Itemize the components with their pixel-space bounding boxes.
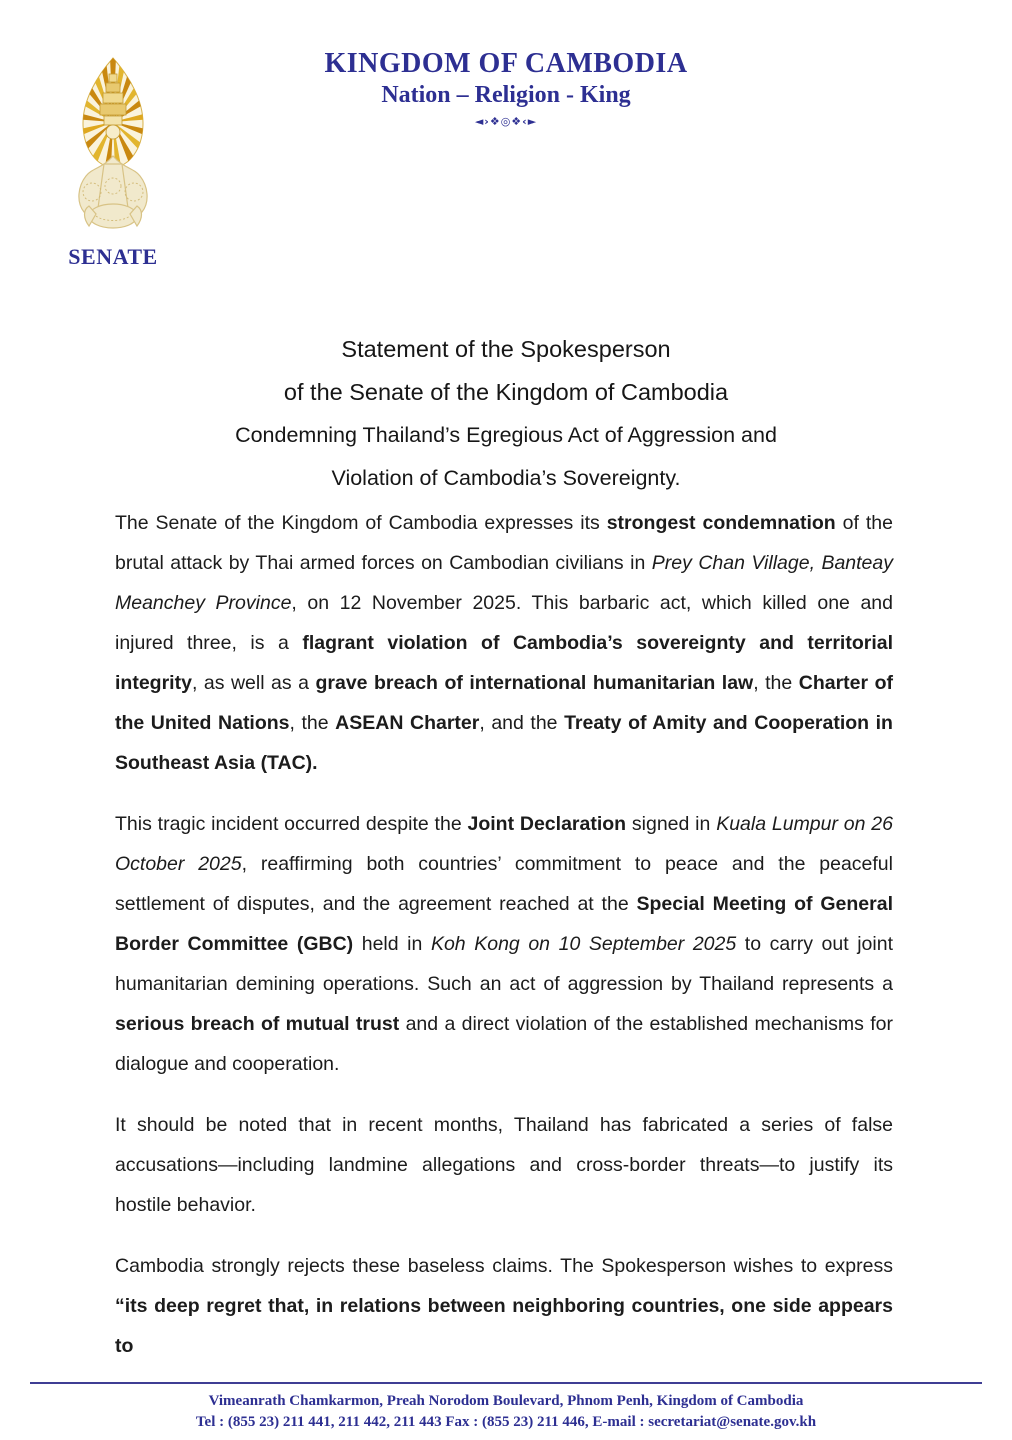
text-run: strongest condemnation [606, 512, 836, 534]
text-run: , on 12 November 2025. This barbaric act, which killed one and injured three, is a [115, 592, 893, 654]
text-run: signed in [626, 813, 717, 835]
paragraph-2 [115, 804, 893, 1084]
letterhead [0, 48, 1012, 130]
text-run: , as well as a [191, 672, 316, 694]
paragraph-4 [115, 1246, 893, 1366]
text-run: This tragic incident occurred despite the [115, 813, 468, 835]
text-run: flagrant violation of Cambodia’s sovereignty and territorial integrity [115, 632, 893, 694]
footer-address: Vimeanrath Chamkarmon, Preah Norodom Boulevard, Phnom Penh, Kingdom of Cambodia [208, 1393, 804, 1409]
text-run: Prey Chan Village, Banteay Meanchey Province [115, 552, 893, 614]
text-run: held in [353, 933, 431, 955]
document-title [0, 328, 1012, 500]
footer-contact: Tel : (855 23) 211 441, 211 442, 211 443 Fax : (855 23) 211 446, E-mail : secretariat@senate.gov.kh [195, 1414, 817, 1430]
text-run: , the [289, 712, 336, 734]
ornamental-divider-icon: ◄›❖◎❖‹► [474, 115, 538, 128]
text-run: , and the [479, 712, 565, 734]
text-run: serious breach of mutual trust [115, 1013, 400, 1035]
title-line-4: Violation of Cambodia’s Sovereignty. [331, 466, 681, 490]
text-run: Treaty of Amity and Cooperation in Southeast Asia (TAC). [115, 712, 893, 774]
title-line-2: of the Senate of the Kingdom of Cambodia [283, 379, 729, 405]
text-run: The Senate of the Kingdom of Cambodia expresses its [115, 512, 607, 534]
paragraph-3 [115, 1105, 893, 1225]
text-run: , reaffirming both countries’ commitment to peace and the peaceful settlement of disputes, and the agreement reached at the [115, 853, 893, 915]
title-line-3: Condemning Thailand’s Egregious Act of Aggression and [235, 423, 777, 447]
text-run: , the [753, 672, 799, 694]
text-run: Charter of the United Nations [115, 672, 893, 734]
text-run: Koh Kong on 10 September 2025 [430, 933, 737, 955]
text-run: Joint Declaration [467, 813, 627, 835]
senate-label: SENATE [68, 244, 158, 269]
paragraph-1 [115, 503, 893, 783]
title-line-1: Statement of the Spokesperson [341, 336, 671, 362]
text-run: It should be noted that in recent months, Thailand has fabricated a series of false accusations—including landmine allegations and cross-border threats—to justify its hostile behavior. [115, 1114, 893, 1216]
kingdom-title: KINGDOM OF CAMBODIA [324, 48, 688, 79]
text-run: of the brutal attack by Thai armed forces on Cambodian civilians in [115, 512, 893, 574]
footer [30, 1382, 982, 1433]
text-run: grave breach of international humanitarian law [315, 672, 754, 694]
national-motto: Nation – Religion - King [381, 82, 631, 108]
text-run: ASEAN Charter [335, 712, 480, 734]
text-run: to carry out joint humanitarian demining operations. Such an act of aggression by Thailand represents a [115, 933, 893, 995]
text-run: Kuala Lumpur on 26 October 2025 [115, 813, 894, 875]
text-run: Special Meeting of General Border Committee (GBC) [115, 893, 893, 955]
text-run: and a direct violation of the established mechanisms for dialogue and cooperation. [115, 1013, 893, 1075]
document-body [115, 503, 893, 1387]
text-run: Cambodia strongly rejects these baseless claims. The Spokesperson wishes to express [115, 1255, 893, 1277]
text-run: “its deep regret that, in relations between neighboring countries, one side appears to [115, 1295, 893, 1357]
